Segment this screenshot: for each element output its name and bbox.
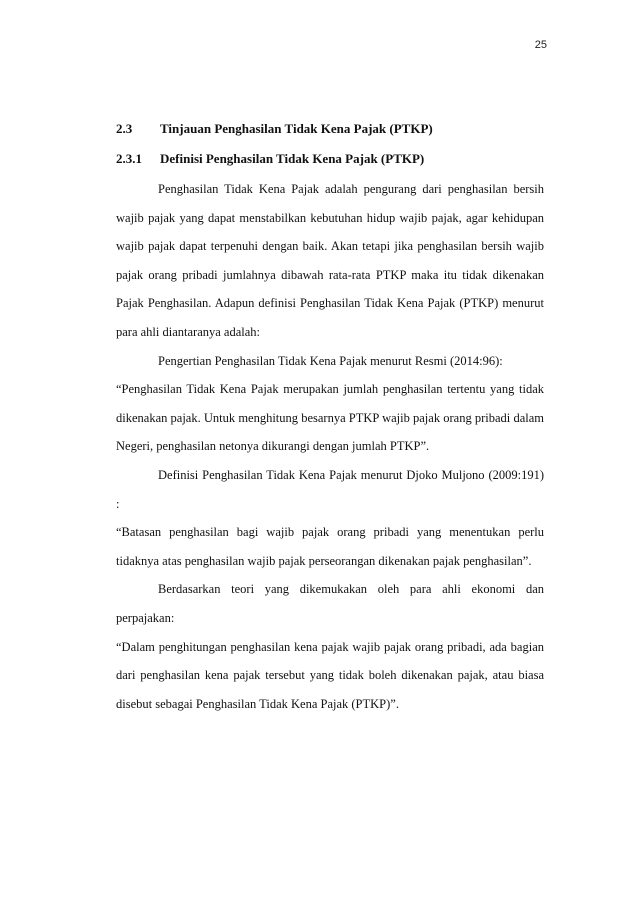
quote-theory: “Dalam penghitungan penghasilan kena pajak wajib pajak orang pribadi, ada bagian dari penghasilan kena pajak tersebut yang tidak boleh dikenakan pajak, atau biasa disebut sebagai Penghasilan Tidak Kena Pajak (PTKP)”.	[116, 639, 544, 711]
subsection-heading	[116, 151, 424, 167]
subsection-number: 2.3.1	[116, 151, 142, 166]
paragraph-theory-intro: Berdasarkan teori yang dikemukakan oleh para ahli ekonomi dan perpajakan:	[116, 582, 544, 625]
section-number: 2.3	[116, 121, 133, 136]
paragraph-intro: Penghasilan Tidak Kena Pajak adalah pengurang dari penghasilan bersih wajib pajak yang dapat menstabilkan kebutuhan hidup wajib pajak, agar kehidupan wajib pajak dapat terpenuhi dengan baik. Akan tetapi jika penghasilan bersih wajib pajak orang pribadi jumlahnya dibawah rata-rata PTKP maka itu tidak dikenakan Pajak Penghasilan. Adapun definisi Penghasilan Tidak Kena Pajak (PTKP) menurut para ahli diantaranya adalah:	[116, 182, 544, 339]
subsection-title: Definisi Penghasilan Tidak Kena Pajak (PTKP)	[160, 151, 425, 166]
quote-resmi: “Penghasilan Tidak Kena Pajak merupakan jumlah penghasilan tertentu yang tidak dikenakan pajak. Untuk menghitung besarnya PTKP wajib pajak orang pribadi dalam Negeri, penghasilan netonya dikurangi dengan jumlah PTKP”.	[116, 382, 544, 454]
quote-muljono: “Batasan penghasilan bagi wajib pajak orang pribadi yang menentukan perlu tidaknya atas penghasilan wajib pajak perseorangan dikenakan pajak penghasilan”.	[116, 525, 544, 568]
page-number: 25	[534, 39, 547, 51]
section-heading	[116, 121, 433, 137]
paragraph-resmi-intro: Pengertian Penghasilan Tidak Kena Pajak menurut Resmi (2014:96):	[158, 353, 503, 368]
paragraph-muljono-intro: Definisi Penghasilan Tidak Kena Pajak menurut Djoko Muljono (2009:191) :	[116, 467, 544, 511]
section-title: Tinjauan Penghasilan Tidak Kena Pajak (PTKP)	[160, 121, 433, 136]
body-text	[116, 175, 544, 718]
